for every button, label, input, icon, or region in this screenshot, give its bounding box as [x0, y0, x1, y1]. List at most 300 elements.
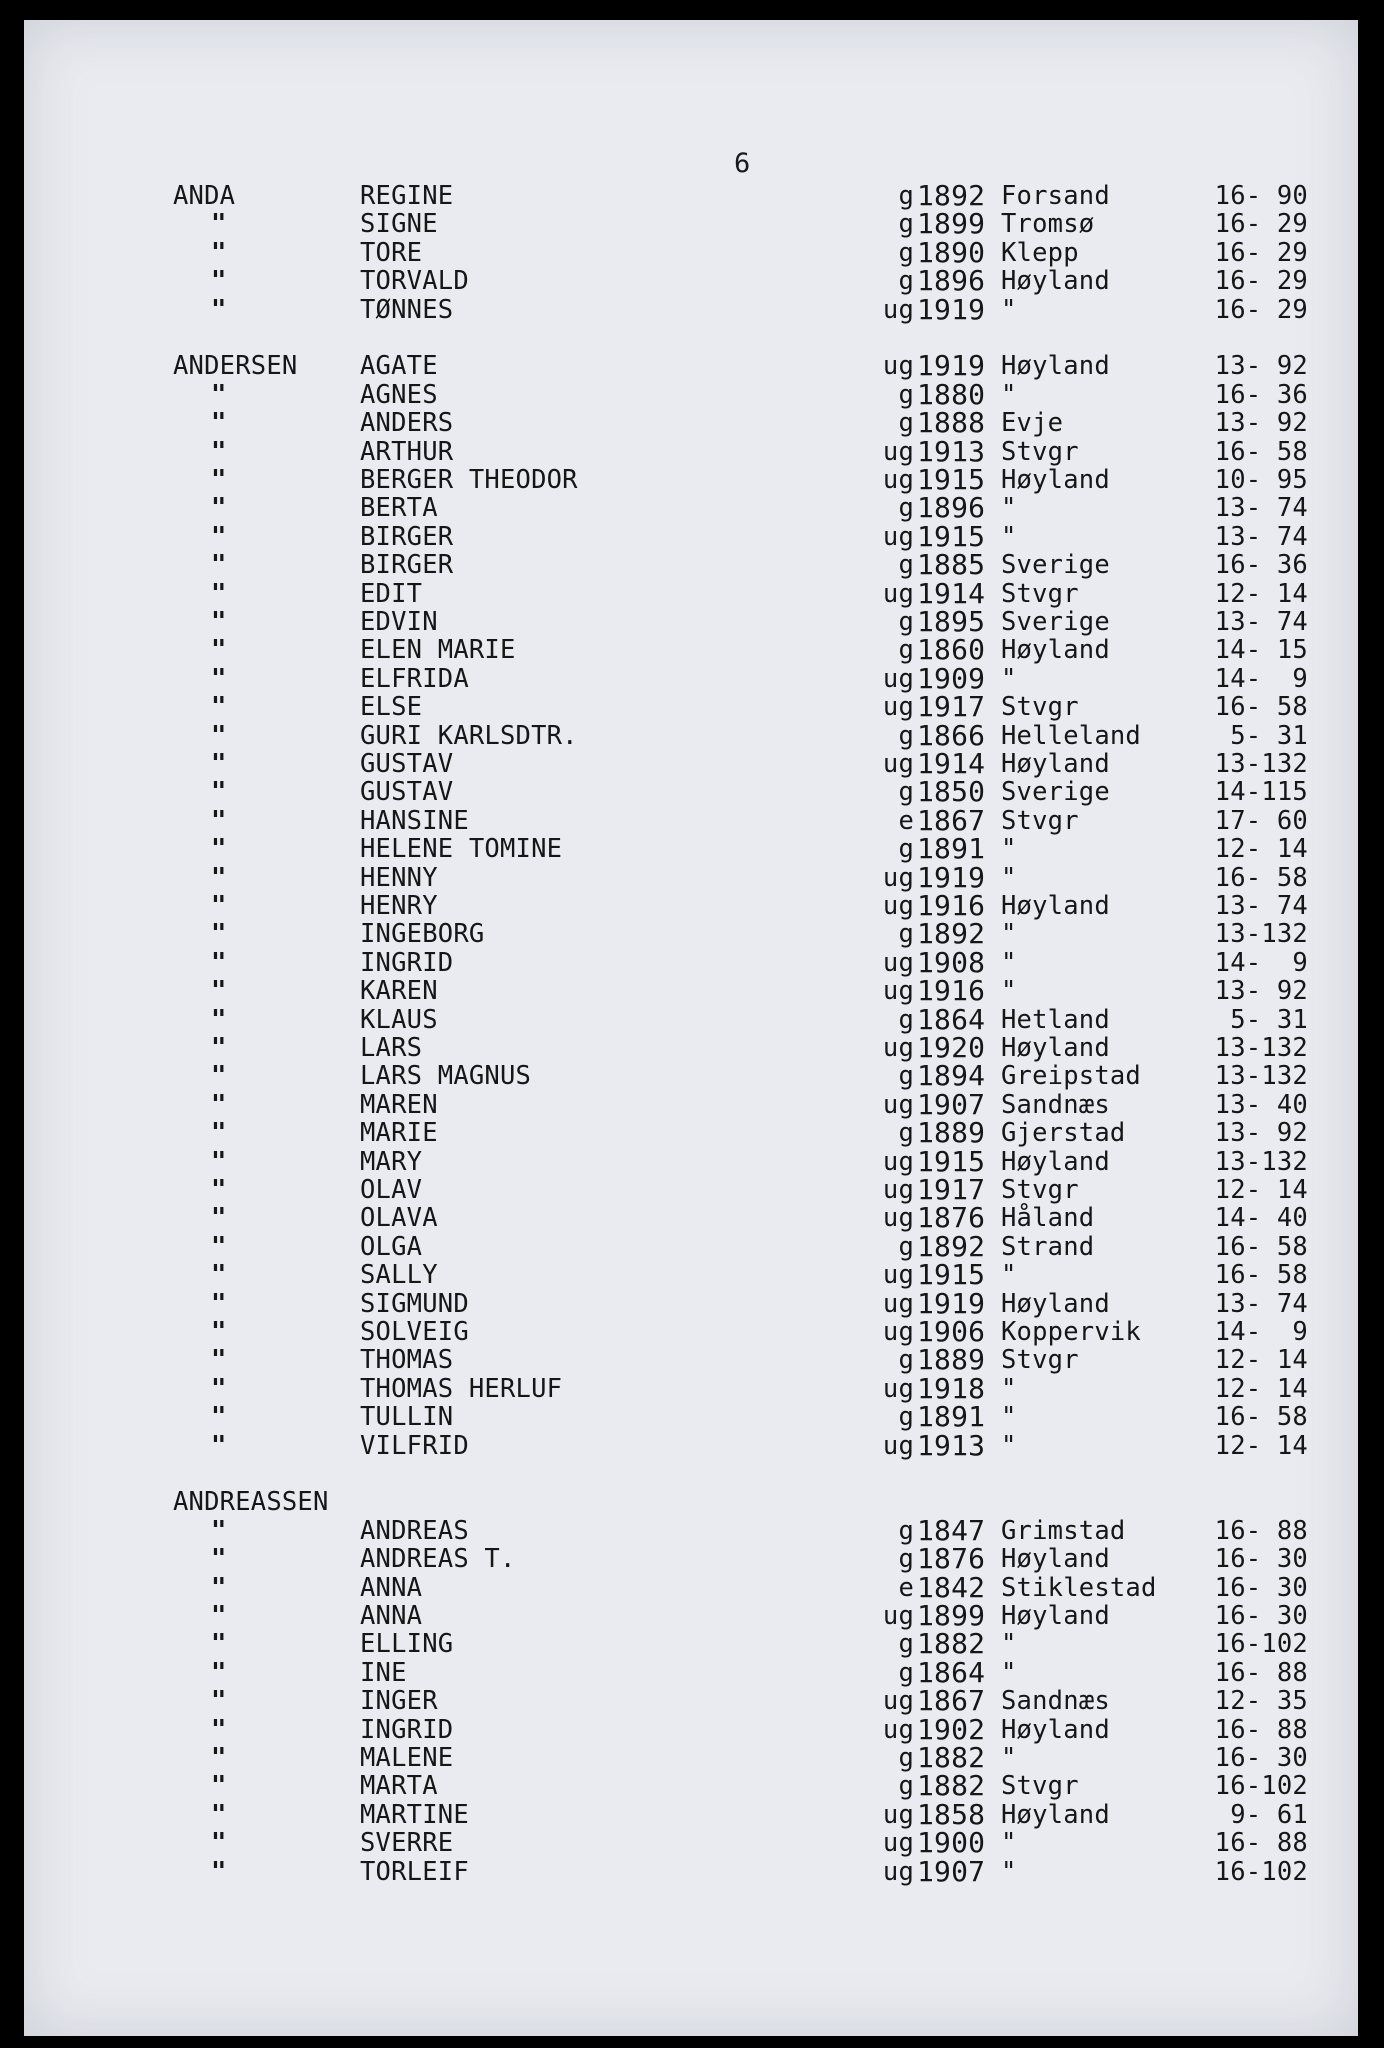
- ditto-mark: ": [211, 1373, 227, 1404]
- birth-place: Sandnæs: [1001, 1686, 1110, 1717]
- birth-place: ": [1001, 1402, 1017, 1433]
- marital-status: g: [898, 834, 914, 865]
- reference: 12- 14: [1214, 1430, 1308, 1461]
- given-name: BERGER THEODOR: [360, 465, 578, 495]
- page-number: 6: [734, 148, 751, 179]
- birth-year: 1896: [917, 264, 986, 298]
- marital-status: g: [898, 237, 914, 268]
- reference: 16- 88: [1214, 1828, 1308, 1859]
- birth-year: 1858: [917, 1797, 986, 1831]
- register-row: [24, 1627, 1358, 1661]
- birth-place: Høyland: [1001, 266, 1110, 297]
- register-row: [24, 1116, 1358, 1150]
- given-name: EDVIN: [360, 607, 438, 637]
- register-row: [24, 519, 1358, 553]
- ditto-mark: ": [211, 465, 227, 495]
- birth-year: 1850: [917, 775, 986, 809]
- register-row: [24, 1371, 1358, 1405]
- register-row: [24, 463, 1358, 496]
- birth-year: 1860: [917, 633, 986, 667]
- birth-year: 1866: [917, 718, 986, 752]
- ditto-mark: ": [211, 1033, 227, 1063]
- birth-year: 1892: [917, 917, 986, 951]
- reference: 13-132: [1214, 1061, 1308, 1092]
- marital-status: g: [898, 493, 914, 524]
- birth-place: Greipstad: [1001, 1061, 1141, 1092]
- ditto-mark: ": [211, 1203, 227, 1234]
- given-name: ANDREAS T.: [360, 1544, 516, 1575]
- ditto-mark: ": [211, 805, 227, 836]
- given-name: HANSINE: [360, 805, 469, 836]
- ditto-mark: ": [211, 834, 227, 865]
- given-name: INGEBORG: [360, 919, 485, 950]
- ditto-mark: ": [211, 237, 227, 268]
- birth-year: 1876: [917, 1201, 986, 1235]
- marital-status: g: [898, 777, 914, 808]
- reference: 12- 35: [1214, 1686, 1308, 1717]
- marital-status: g: [898, 1061, 914, 1092]
- birth-place: Stvgr: [1001, 692, 1079, 723]
- birth-place: Høyland: [1001, 1799, 1110, 1830]
- given-name: ARTHUR: [360, 436, 454, 467]
- given-name: INE: [360, 1657, 407, 1688]
- birth-year: 1917: [917, 690, 986, 724]
- birth-place: Håland: [1001, 1203, 1095, 1234]
- birth-year: 1920: [917, 1031, 986, 1064]
- ditto-mark: ": [211, 1686, 227, 1717]
- marital-status: g: [898, 1771, 914, 1802]
- birth-year: 1914: [917, 747, 986, 780]
- register-row: [24, 207, 1358, 241]
- birth-year: 1913: [917, 1428, 986, 1462]
- given-name: KLAUS: [360, 1004, 438, 1035]
- register-row: [24, 1144, 1358, 1178]
- birth-place: Stiklestad: [1001, 1572, 1157, 1603]
- given-name: BIRGER: [360, 521, 454, 552]
- birth-year: 1892: [917, 1229, 986, 1263]
- reference: 12- 14: [1214, 1373, 1308, 1404]
- birth-place: Høyland: [1001, 351, 1110, 382]
- birth-place: Høyland: [1001, 1601, 1110, 1631]
- register-row: [24, 548, 1358, 582]
- register-row: [24, 747, 1358, 780]
- birth-place: Sandnæs: [1001, 1089, 1110, 1120]
- given-name: THOMAS: [360, 1345, 454, 1376]
- register-row: [24, 605, 1358, 638]
- marital-status: g: [898, 408, 914, 439]
- birth-year: 1885: [917, 548, 986, 582]
- given-name: SIGNE: [360, 209, 438, 240]
- ditto-mark: ": [211, 1771, 227, 1802]
- birth-year: 1876: [917, 1542, 986, 1576]
- birth-place: ": [1001, 1373, 1017, 1404]
- birth-place: ": [1001, 947, 1017, 978]
- ditto-mark: ": [211, 550, 227, 581]
- birth-year: 1892: [917, 179, 986, 212]
- reference: 16- 88: [1214, 1515, 1308, 1546]
- reference: 16- 30: [1214, 1743, 1308, 1773]
- birth-place: Høyland: [1001, 1544, 1110, 1575]
- birth-place: ": [1001, 1260, 1017, 1291]
- birth-place: ": [1001, 379, 1017, 410]
- given-name: VILFRID: [360, 1430, 469, 1461]
- reference: 12- 14: [1214, 578, 1308, 609]
- marital-status: g: [898, 1544, 914, 1575]
- given-name: GUSTAV: [360, 777, 454, 808]
- register-row: [24, 974, 1358, 1008]
- birth-place: ": [1001, 1743, 1017, 1773]
- reference: 13- 74: [1214, 493, 1308, 524]
- given-name: ANNA: [360, 1572, 423, 1603]
- marital-status: ug: [882, 1089, 914, 1120]
- marital-status: ug: [882, 1288, 914, 1319]
- reference: 13-132: [1214, 919, 1308, 950]
- ditto-mark: ": [211, 947, 227, 978]
- ditto-mark: ": [211, 1515, 227, 1546]
- reference: 16- 36: [1214, 379, 1308, 410]
- marital-status: ug: [882, 749, 914, 779]
- reference: 16- 29: [1214, 209, 1308, 240]
- birth-place: Tromsø: [1001, 209, 1095, 240]
- given-name: HELENE TOMINE: [360, 834, 563, 865]
- ditto-mark: ": [211, 1572, 227, 1603]
- ditto-mark: ": [211, 379, 227, 410]
- reference: 16- 58: [1214, 436, 1308, 467]
- given-name: MAREN: [360, 1089, 438, 1120]
- birth-place: Sverige: [1001, 607, 1110, 637]
- birth-year: 1842: [917, 1570, 986, 1604]
- birth-year: 1917: [917, 1173, 986, 1206]
- birth-year: 1882: [917, 1769, 986, 1803]
- reference: 13-132: [1214, 1146, 1308, 1177]
- register-row: [24, 1854, 1358, 1888]
- given-name: MARTA: [360, 1771, 438, 1802]
- register-row: [24, 349, 1358, 383]
- ditto-mark: ": [211, 1856, 227, 1887]
- reference: 14- 9: [1214, 1317, 1308, 1347]
- marital-status: ug: [882, 947, 914, 978]
- marital-status: e: [898, 805, 914, 836]
- marital-status: ug: [882, 436, 914, 467]
- birth-year: 1895: [917, 605, 986, 638]
- birth-place: Strand: [1001, 1231, 1095, 1262]
- reference: 16- 30: [1214, 1601, 1308, 1631]
- register-row: [24, 1315, 1358, 1348]
- birth-place: Høyland: [1001, 891, 1110, 921]
- given-name: OLAV: [360, 1175, 423, 1205]
- birth-year: 1891: [917, 1400, 986, 1434]
- register-row: [24, 1797, 1358, 1831]
- birth-year: 1900: [917, 1826, 986, 1860]
- reference: 16- 29: [1214, 237, 1308, 268]
- ditto-mark: ": [211, 578, 227, 609]
- birth-year: 1916: [917, 974, 986, 1008]
- birth-year: 1919: [917, 292, 986, 326]
- birth-year: 1899: [917, 1599, 986, 1632]
- birth-place: Høyland: [1001, 1033, 1110, 1063]
- ditto-mark: ": [211, 1118, 227, 1149]
- register-row: [24, 1031, 1358, 1064]
- birth-year: 1919: [917, 1286, 986, 1320]
- marital-status: e: [898, 1572, 914, 1603]
- reference: 14- 9: [1214, 663, 1308, 694]
- ditto-mark: ": [211, 692, 227, 723]
- marital-status: ug: [882, 1373, 914, 1404]
- surname-heading: [24, 1488, 1358, 1516]
- birth-place: Koppervik: [1001, 1317, 1141, 1347]
- register-row: [24, 718, 1358, 752]
- birth-place: ": [1001, 294, 1017, 325]
- marital-status: g: [898, 379, 914, 410]
- ditto-mark: ": [211, 1288, 227, 1319]
- reference: 16-102: [1214, 1771, 1308, 1802]
- given-name: OLAVA: [360, 1203, 438, 1234]
- ditto-mark: ": [211, 976, 227, 1007]
- marital-status: ug: [882, 465, 914, 495]
- given-name: ELEN MARIE: [360, 635, 516, 666]
- marital-status: g: [898, 1118, 914, 1149]
- register-row: [24, 1542, 1358, 1576]
- birth-place: Høyland: [1001, 1714, 1110, 1745]
- marital-status: ug: [882, 1430, 914, 1461]
- given-name: MALENE: [360, 1743, 454, 1773]
- given-name: ELFRIDA: [360, 663, 469, 694]
- register-row: [24, 1570, 1358, 1604]
- birth-year: 1891: [917, 832, 986, 866]
- birth-place: Helleland: [1001, 720, 1141, 751]
- register-row: [24, 1343, 1358, 1377]
- reference: 16-102: [1214, 1856, 1308, 1887]
- register-row: [24, 775, 1358, 809]
- given-name: THOMAS HERLUF: [360, 1373, 563, 1404]
- birth-place: Klepp: [1001, 237, 1079, 268]
- register-row: [24, 832, 1358, 866]
- register-row: [24, 803, 1358, 837]
- marital-status: ug: [882, 1686, 914, 1717]
- register-row: [24, 576, 1358, 610]
- birth-place: ": [1001, 1430, 1017, 1461]
- marital-status: ug: [882, 1828, 914, 1859]
- register-row: [24, 292, 1358, 326]
- register-row: [24, 1400, 1358, 1434]
- ditto-mark: ": [211, 493, 227, 524]
- ditto-mark: ": [211, 521, 227, 552]
- birth-year: 1902: [917, 1712, 986, 1746]
- marital-status: ug: [882, 1146, 914, 1177]
- marital-status: ug: [882, 862, 914, 893]
- reference: 9- 61: [1214, 1799, 1308, 1830]
- birth-place: Sverige: [1001, 550, 1110, 581]
- reference: 13- 74: [1214, 607, 1308, 637]
- ditto-mark: ": [211, 1743, 227, 1773]
- reference: 13- 74: [1214, 891, 1308, 921]
- birth-place: Stvgr: [1001, 1345, 1079, 1376]
- register-row: [24, 1684, 1358, 1718]
- ditto-mark: ": [211, 891, 227, 921]
- birth-year: 1919: [917, 349, 986, 383]
- birth-year: 1890: [917, 235, 986, 269]
- birth-place: ": [1001, 834, 1017, 865]
- ditto-mark: ": [211, 1629, 227, 1660]
- birth-year: 1907: [917, 1087, 986, 1121]
- marital-status: g: [898, 720, 914, 751]
- birth-year: 1909: [917, 661, 986, 695]
- register-row: [24, 860, 1358, 894]
- reference: 13- 92: [1214, 408, 1308, 439]
- reference: 12- 14: [1214, 1345, 1308, 1376]
- ditto-mark: ": [211, 607, 227, 637]
- marital-status: g: [898, 607, 914, 637]
- marital-status: ug: [882, 692, 914, 723]
- register-row: [24, 889, 1358, 922]
- marital-status: g: [898, 1515, 914, 1546]
- given-name: AGNES: [360, 379, 438, 410]
- reference: 16- 30: [1214, 1544, 1308, 1575]
- marital-status: ug: [882, 351, 914, 382]
- marital-status: ug: [882, 521, 914, 552]
- reference: 16- 58: [1214, 1231, 1308, 1262]
- birth-year: 1880: [917, 377, 986, 411]
- reference: 16- 88: [1214, 1657, 1308, 1688]
- birth-place: Stvgr: [1001, 805, 1079, 836]
- register-row: [24, 945, 1358, 979]
- marital-status: ug: [882, 1799, 914, 1830]
- birth-year: 1864: [917, 1002, 986, 1036]
- marital-status: g: [898, 1402, 914, 1433]
- birth-year: 1907: [917, 1854, 986, 1888]
- birth-place: Stvgr: [1001, 1175, 1079, 1205]
- given-name: AGATE: [360, 351, 438, 382]
- marital-status: ug: [882, 1317, 914, 1347]
- birth-year: 1915: [917, 1144, 986, 1178]
- given-name: SIGMUND: [360, 1288, 469, 1319]
- birth-place: Grimstad: [1001, 1515, 1126, 1546]
- register-row: [24, 1173, 1358, 1206]
- reference: 16- 30: [1214, 1572, 1308, 1603]
- given-name: TORE: [360, 237, 423, 268]
- birth-place: Høyland: [1001, 1288, 1110, 1319]
- given-name: GURI KARLSDTR.: [360, 720, 578, 751]
- given-name: TULLIN: [360, 1402, 454, 1433]
- birth-place: Gjerstad: [1001, 1118, 1126, 1149]
- birth-year: 1847: [917, 1513, 986, 1547]
- birth-place: Stvgr: [1001, 578, 1079, 609]
- marital-status: ug: [882, 891, 914, 921]
- register-row: [24, 1712, 1358, 1746]
- reference: 13- 92: [1214, 351, 1308, 382]
- marital-status: g: [898, 550, 914, 581]
- reference: 16- 58: [1214, 862, 1308, 893]
- reference: 16-102: [1214, 1629, 1308, 1660]
- birth-place: Stvgr: [1001, 436, 1079, 467]
- birth-year: 1896: [917, 491, 986, 525]
- ditto-mark: ": [211, 1260, 227, 1291]
- reference: 16- 58: [1214, 692, 1308, 723]
- ditto-mark: ": [211, 1714, 227, 1745]
- marital-status: ug: [882, 1601, 914, 1631]
- birth-place: ": [1001, 521, 1017, 552]
- marital-status: ug: [882, 1260, 914, 1291]
- register-row: [24, 377, 1358, 411]
- birth-place: Evje: [1001, 408, 1064, 439]
- birth-place: ": [1001, 1856, 1017, 1887]
- marital-status: g: [898, 1345, 914, 1376]
- reference: 13- 74: [1214, 1288, 1308, 1319]
- birth-place: ": [1001, 976, 1017, 1007]
- reference: 5- 31: [1214, 1004, 1308, 1035]
- ditto-mark: ": [211, 919, 227, 950]
- ditto-mark: ": [211, 1430, 227, 1461]
- ditto-mark: ": [211, 1004, 227, 1035]
- birth-year: 1915: [917, 519, 986, 553]
- given-name: SVERRE: [360, 1828, 454, 1859]
- ditto-mark: ": [211, 777, 227, 808]
- marital-status: g: [898, 1629, 914, 1660]
- register-row: [24, 1258, 1358, 1292]
- register-row: [24, 434, 1358, 468]
- given-name: REGINE: [360, 181, 454, 211]
- given-name: BERTA: [360, 493, 438, 524]
- reference: 5- 31: [1214, 720, 1308, 751]
- given-name: INGRID: [360, 947, 454, 978]
- reference: 13- 40: [1214, 1089, 1308, 1120]
- surname: ANDERSEN: [173, 351, 298, 382]
- reference: 16- 90: [1214, 181, 1308, 211]
- marital-status: ug: [882, 1203, 914, 1234]
- birth-place: Høyland: [1001, 465, 1110, 495]
- ditto-mark: ": [211, 1146, 227, 1177]
- ditto-mark: ": [211, 862, 227, 893]
- ditto-mark: ": [211, 1345, 227, 1376]
- given-name: EDIT: [360, 578, 423, 609]
- birth-year: 1889: [917, 1343, 986, 1377]
- register-row: [24, 1286, 1358, 1320]
- register-list: [24, 20, 1358, 2036]
- given-name: ANDREAS: [360, 1515, 469, 1546]
- given-name: SOLVEIG: [360, 1317, 469, 1347]
- register-row: [24, 1201, 1358, 1235]
- ditto-mark: ": [211, 436, 227, 467]
- given-name: HENRY: [360, 891, 438, 921]
- marital-status: ug: [882, 1175, 914, 1205]
- ditto-mark: ": [211, 1601, 227, 1631]
- birth-place: Stvgr: [1001, 1771, 1079, 1802]
- ditto-mark: ": [211, 720, 227, 751]
- birth-year: 1889: [917, 1116, 986, 1150]
- given-name: MARY: [360, 1146, 423, 1177]
- reference: 14- 9: [1214, 947, 1308, 978]
- birth-place: Hetland: [1001, 1004, 1110, 1035]
- marital-status: g: [898, 1657, 914, 1688]
- register-row: [24, 1655, 1358, 1689]
- register-row: [24, 491, 1358, 525]
- reference: 14-115: [1214, 777, 1308, 808]
- birth-year: 1915: [917, 463, 986, 496]
- register-row: [24, 1513, 1358, 1547]
- ditto-mark: ": [211, 266, 227, 297]
- given-name: TØNNES: [360, 294, 454, 325]
- register-row: [24, 235, 1358, 269]
- register-row: [24, 1599, 1358, 1632]
- register-row: [24, 1059, 1358, 1093]
- birth-place: ": [1001, 663, 1017, 694]
- reference: 10- 95: [1214, 465, 1308, 495]
- reference: 13-132: [1214, 749, 1308, 779]
- marital-status: g: [898, 181, 914, 211]
- reference: 16- 58: [1214, 1260, 1308, 1291]
- birth-year: 1894: [917, 1059, 986, 1093]
- marital-status: ug: [882, 294, 914, 325]
